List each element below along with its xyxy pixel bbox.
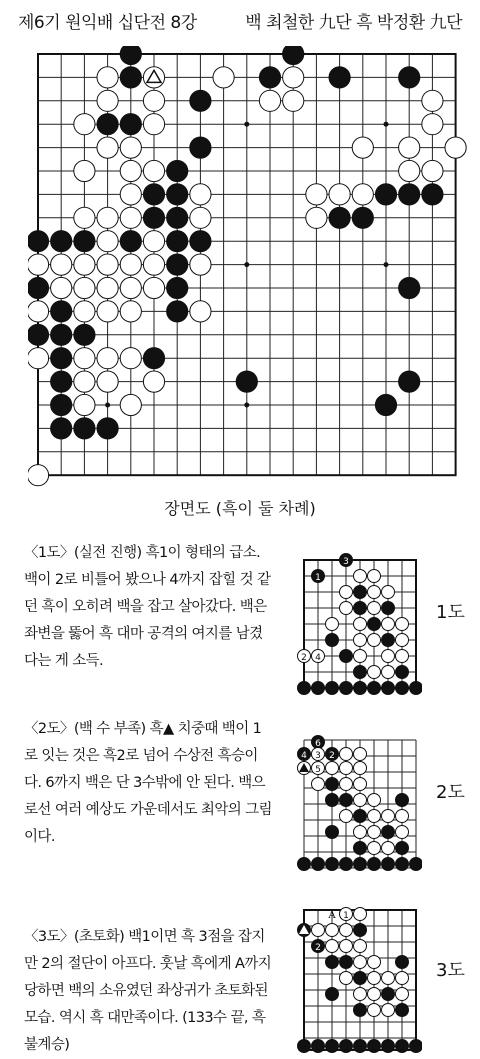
diagram-3-board: [296, 900, 422, 1057]
star-point: [105, 403, 110, 408]
white-stone: [190, 301, 211, 322]
black-stone: [51, 394, 72, 415]
white-stone: [74, 371, 95, 392]
diagram-1-board: [296, 548, 422, 696]
black-stone: [283, 46, 304, 65]
black-stone: [28, 277, 49, 298]
white-stone: [74, 114, 95, 135]
black-stone: [74, 418, 95, 439]
star-point: [384, 122, 389, 127]
white-stone: [97, 301, 118, 322]
diagram-2-board: [296, 728, 422, 876]
diagram-2-title: 〈2도〉(백 수 부족): [24, 721, 146, 737]
players-line: 백 최철한 九단 흑 박정환 九단: [245, 13, 462, 33]
black-stone: [120, 46, 141, 65]
d2-num-2: 2: [329, 751, 335, 761]
white-stone: [97, 207, 118, 228]
black-stone: [51, 418, 72, 439]
white-stone: [120, 394, 141, 415]
diagram-2-text: 흑▲ 치중때 백이 1로 잇는 것은 흑2로 넘어 수상전 흑승이다. 6까지 백은 단 3수밖에 안 된다. 백으로선 여러 예상도 가운데서도 최악의 그림이다.: [24, 721, 272, 845]
white-stone: [120, 207, 141, 228]
black-stone: [51, 324, 72, 345]
white-stone: [74, 301, 95, 322]
white-stone: [283, 67, 304, 88]
black-stone: [97, 114, 118, 135]
d2-num-1: 1: [329, 781, 335, 791]
black-stone: [51, 348, 72, 369]
black-stone: [399, 277, 420, 298]
white-stone: [259, 90, 280, 111]
black-stone: [352, 207, 373, 228]
diagram-3-title: 〈3도〉(초토화): [24, 929, 125, 945]
white-stone: [329, 184, 350, 205]
white-stone: [74, 160, 95, 181]
d2-num-5: 5: [315, 765, 321, 775]
diagram-2-label: 2도: [436, 782, 465, 803]
diagram-3-text: 백1이면 흑 3점을 잡지만 2의 절단이 아프다. 훗날 흑에게 A까지 당하면 백의 소유였던 좌상귀가 초토화된 모습. 역시 흑 대만족이다. (133수 끝, 흑 불계승): [24, 929, 272, 1053]
black-stone: [143, 184, 164, 205]
d2-num-6: 6: [315, 739, 321, 749]
white-stone: [97, 348, 118, 369]
black-stone: [143, 348, 164, 369]
black-stone: [51, 371, 72, 392]
diagram-2-comment: [24, 716, 274, 851]
white-stone: [120, 137, 141, 158]
black-stone: [28, 324, 49, 345]
white-stone: [97, 231, 118, 252]
white-stone: [97, 90, 118, 111]
d3-num-1: 1: [343, 911, 349, 921]
white-stone: [74, 254, 95, 275]
white-stone: [143, 160, 164, 181]
d1-num-3: 3: [343, 557, 349, 567]
d1-num-1: 1: [315, 573, 321, 583]
white-stone: [422, 160, 443, 181]
diagram-1-text: 흑1이 형태의 급소. 백이 2로 비틀어 봤으나 4까지 잡힐 것 같던 흑이 오히려 백을 잡고 살아갔다. 백은 좌변을 뚫어 흑 대마 공격의 여지를 남겼다는 게 소득.: [24, 545, 271, 669]
black-stone: [120, 114, 141, 135]
diagram-1-label: 1도: [436, 602, 465, 623]
white-stone: [352, 184, 373, 205]
white-stone: [143, 371, 164, 392]
tournament-title: 제6기 원익배 십단전 8강: [18, 13, 197, 33]
black-stone: [28, 231, 49, 252]
white-stone: [120, 184, 141, 205]
white-stone: [74, 207, 95, 228]
black-stone: [190, 90, 211, 111]
black-stone: [190, 231, 211, 252]
black-stone: [51, 301, 72, 322]
black-stone: [167, 207, 188, 228]
star-point: [244, 262, 249, 267]
white-stone: [352, 137, 373, 158]
white-stone: [422, 90, 443, 111]
black-stone: [167, 301, 188, 322]
black-stone: [74, 324, 95, 345]
white-stone: [74, 277, 95, 298]
white-stone: [97, 137, 118, 158]
black-stone: [399, 67, 420, 88]
white-stone: [422, 114, 443, 135]
black-stone: [51, 231, 72, 252]
white-stone: [97, 371, 118, 392]
d3-label-A: A: [328, 910, 336, 921]
d1-num-2: 2: [301, 653, 307, 663]
black-stone: [120, 67, 141, 88]
white-stone: [143, 277, 164, 298]
white-stone: [28, 254, 49, 275]
white-stone: [120, 160, 141, 181]
black-stone: [190, 137, 211, 158]
white-stone: [213, 67, 234, 88]
d2-num-3: 3: [315, 751, 321, 761]
white-stone: [190, 254, 211, 275]
d1-num-4: 4: [315, 653, 321, 663]
white-stone: [28, 348, 49, 369]
white-stone: [143, 90, 164, 111]
white-stone: [74, 394, 95, 415]
black-stone: [236, 371, 257, 392]
black-stone: [167, 231, 188, 252]
black-stone: [167, 254, 188, 275]
white-stone: [283, 90, 304, 111]
white-stone: [97, 277, 118, 298]
white-stone: [306, 184, 327, 205]
white-stone: [399, 160, 420, 181]
black-stone: [120, 231, 141, 252]
main-go-board: [28, 46, 468, 492]
white-stone: [120, 301, 141, 322]
black-stone: [74, 231, 95, 252]
black-stone: [399, 184, 420, 205]
black-stone: [167, 277, 188, 298]
white-stone: [120, 254, 141, 275]
black-stone: [167, 160, 188, 181]
diagram-1-comment: [24, 540, 274, 675]
white-stone: [97, 254, 118, 275]
white-stone: [28, 465, 49, 486]
white-stone: [51, 277, 72, 298]
white-stone: [120, 277, 141, 298]
white-stone: [143, 231, 164, 252]
diagram-3-label: 3도: [436, 960, 465, 981]
white-stone: [120, 348, 141, 369]
black-stone: [167, 184, 188, 205]
black-stone: [375, 184, 396, 205]
black-stone: [329, 207, 350, 228]
white-stone: [306, 207, 327, 228]
white-stone: [399, 137, 420, 158]
star-point: [384, 262, 389, 267]
header: [0, 0, 480, 40]
main-board-caption: 장면도 (흑이 둘 차례): [164, 499, 316, 518]
diagram-3-comment: [24, 924, 274, 1059]
d2-num-4: 4: [301, 751, 307, 761]
star-point: [244, 122, 249, 127]
white-stone: [28, 301, 49, 322]
black-stone: [329, 67, 350, 88]
star-point: [244, 403, 249, 408]
black-stone: [422, 184, 443, 205]
black-stone: [97, 418, 118, 439]
d3-num-2: 2: [315, 943, 321, 953]
black-stone: [399, 371, 420, 392]
white-stone: [97, 67, 118, 88]
white-stone: [190, 207, 211, 228]
white-stone: [74, 348, 95, 369]
white-stone: [51, 254, 72, 275]
diagram-1-title: 〈1도〉(실전 진행): [24, 545, 142, 561]
black-stone: [143, 207, 164, 228]
black-stone: [375, 394, 396, 415]
white-stone: [445, 137, 466, 158]
white-stone: [190, 184, 211, 205]
white-stone: [143, 114, 164, 135]
white-stone: [143, 254, 164, 275]
black-stone: [259, 67, 280, 88]
